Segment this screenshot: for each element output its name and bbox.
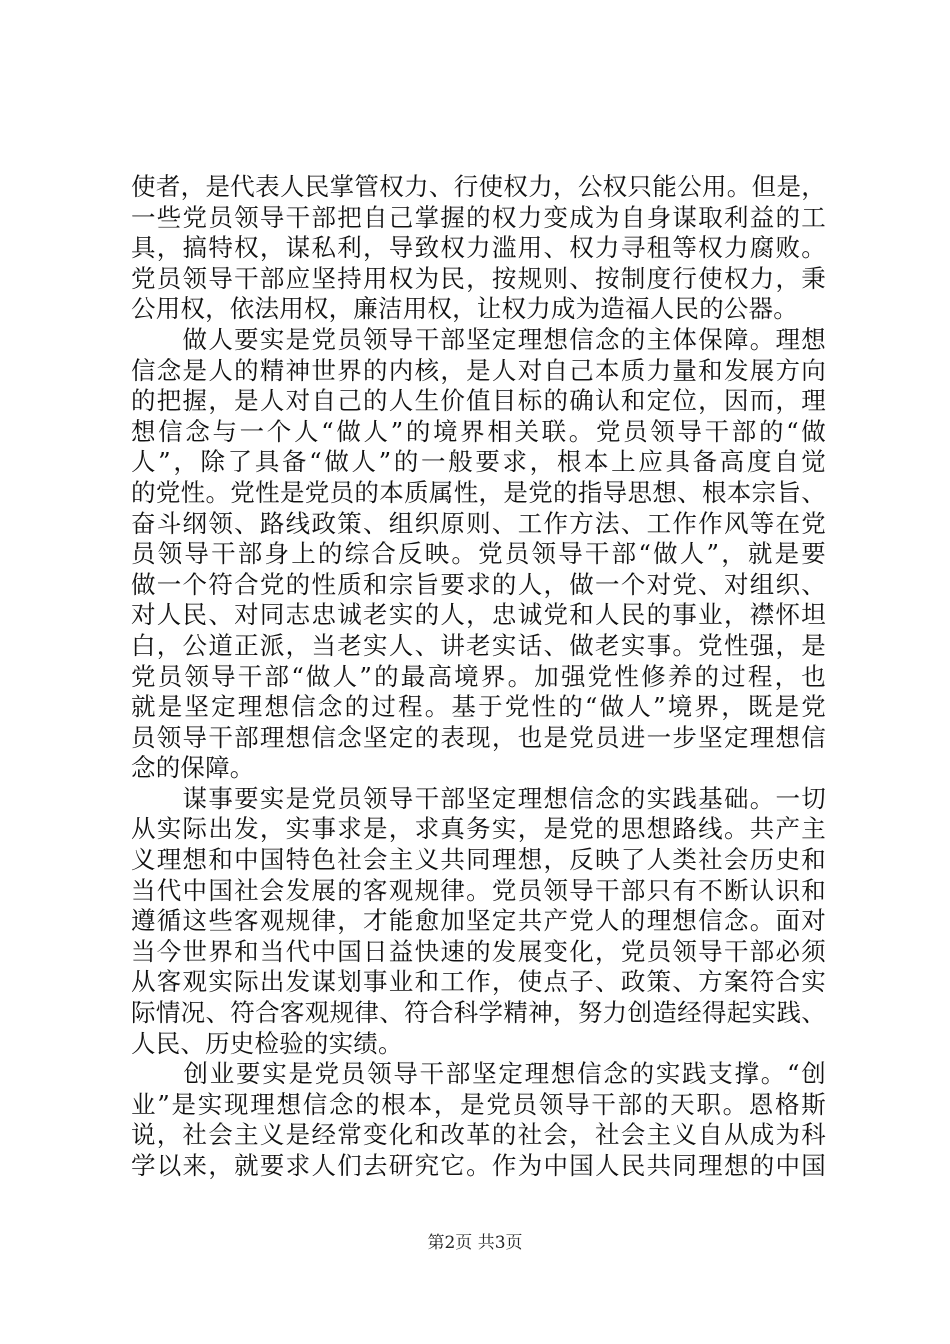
text-line: 谋事要实是党员领导干部坚定理想信念的实践基础。一切 xyxy=(131,783,826,813)
text-line: 做人要实是党员领导干部坚定理想信念的主体保障。理想 xyxy=(131,324,826,354)
text-line: 白，公道正派，当老实人、讲老实话、做老实事。党性强，是 xyxy=(131,630,826,660)
text-line: 一些党员领导干部把自己掌握的权力变成为自身谋取利益的工 xyxy=(131,202,826,232)
text-line: 学以来，就要求人们去研究它。作为中国人民共同理想的中国 xyxy=(131,1151,826,1180)
page-number-label: 第2页 共3页 xyxy=(427,1233,523,1253)
text-line: 公用权，依法用权，廉洁用权，让权力成为造福人民的公器。 xyxy=(131,294,798,324)
text-line: 当今世界和当代中国日益快速的发展变化，党员领导干部必须 xyxy=(131,936,826,966)
text-line: 使者，是代表人民掌管权力、行使权力，公权只能公用。但是， xyxy=(131,172,826,201)
text-line: 从客观实际出发谋划事业和工作，使点子、政策、方案符合实 xyxy=(131,967,826,997)
text-line: 创业要实是党员领导干部坚定理想信念的实践支撑。“创 xyxy=(131,1059,826,1089)
text-line: 具，搞特权，谋私利，导致权力滥用、权力寻租等权力腐败。 xyxy=(131,233,826,263)
page-footer xyxy=(0,1232,950,1254)
text-line: 遵循这些客观规律，才能愈加坚定共产党人的理想信念。面对 xyxy=(131,906,826,936)
text-line: 的把握，是人对自己的人生价值目标的确认和定位，因而，理 xyxy=(131,386,826,416)
text-line: 员领导干部理想信念坚定的表现，也是党员进一步坚定理想信 xyxy=(131,722,826,752)
text-line: 业”是实现理想信念的根本，是党员领导干部的天职。恩格斯 xyxy=(131,1089,826,1119)
text-line: 说，社会主义是经常变化和改革的社会，社会主义自从成为科 xyxy=(131,1120,826,1150)
text-line: 信念是人的精神世界的内核，是人对自己本质力量和发展方向 xyxy=(131,355,826,385)
text-line: 员领导干部身上的综合反映。党员领导干部“做人”，就是要 xyxy=(131,539,826,569)
text-line: 想信念与一个人“做人”的境界相关联。党员领导干部的“做 xyxy=(131,416,826,446)
text-line: 奋斗纲领、路线政策、组织原则、工作方法、工作作风等在党 xyxy=(131,508,826,538)
text-line: 党员领导干部应坚持用权为民，按规则、按制度行使权力，秉 xyxy=(131,263,826,293)
text-line: 从实际出发，实事求是，求真务实，是党的思想路线。共产主 xyxy=(131,814,826,844)
text-line: 做一个符合党的性质和宗旨要求的人，做一个对党、对组织、 xyxy=(131,569,826,599)
text-line: 际情况、符合客观规律、符合科学精神，努力创造经得起实践、 xyxy=(131,998,826,1028)
text-line: 就是坚定理想信念的过程。基于党性的“做人”境界，既是党 xyxy=(131,692,826,722)
document-body xyxy=(131,172,826,1182)
text-line: 的党性。党性是党员的本质属性，是党的指导思想、根本宗旨、 xyxy=(131,477,826,507)
text-line: 义理想和中国特色社会主义共同理想，反映了人类社会历史和 xyxy=(131,845,826,875)
text-line: 当代中国社会发展的客观规律。党员领导干部只有不断认识和 xyxy=(131,875,826,905)
text-line: 人”，除了具备“做人”的一般要求，根本上应具备高度自觉 xyxy=(131,447,826,477)
text-line: 党员领导干部“做人”的最高境界。加强党性修养的过程，也 xyxy=(131,661,826,691)
text-line: 人民、历史检验的实绩。 xyxy=(131,1028,403,1058)
text-line: 对人民、对同志忠诚老实的人，忠诚党和人民的事业，襟怀坦 xyxy=(131,600,826,630)
text-line: 念的保障。 xyxy=(131,753,255,783)
